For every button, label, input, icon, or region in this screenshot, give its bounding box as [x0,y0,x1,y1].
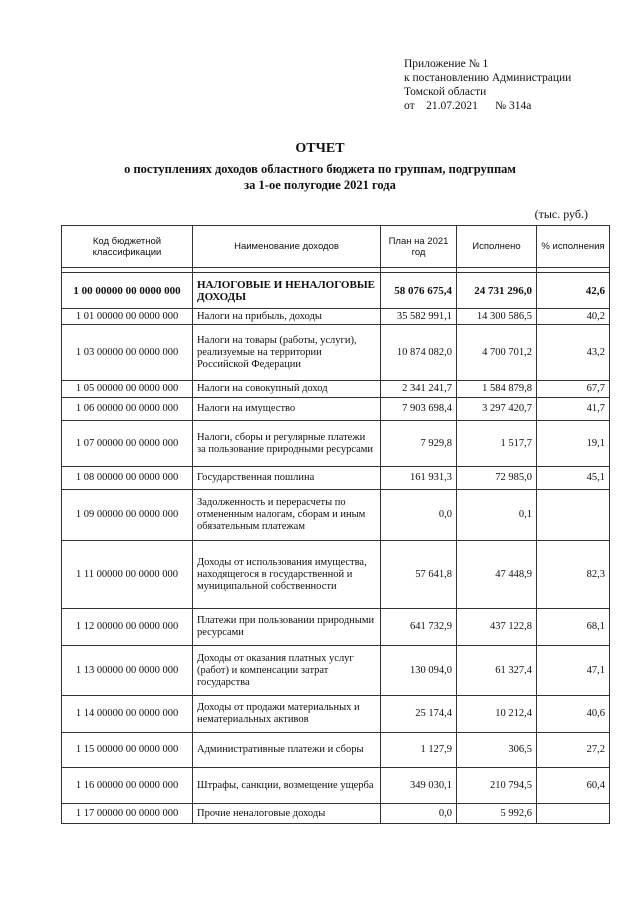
row-percent: 68,1 [537,609,610,646]
row-executed: 306,5 [457,733,537,768]
row-percent: 27,2 [537,733,610,768]
row-percent [537,804,610,824]
row-plan: 130 094,0 [381,646,457,696]
table-row [62,309,610,325]
row-percent [537,490,610,541]
row-code: 1 08 00000 00 0000 000 [62,467,193,490]
row-percent: 47,1 [537,646,610,696]
table-row [62,325,610,381]
row-executed: 437 122,8 [457,609,537,646]
table-row [62,768,610,804]
row-executed: 72 985,0 [457,467,537,490]
row-code: 1 09 00000 00 0000 000 [62,490,193,541]
table-row [62,381,610,398]
header-executed: Исполнено [457,226,537,268]
row-name: Налоги на имущество [193,398,381,421]
row-code: 1 00 00000 00 0000 000 [62,273,193,309]
row-percent: 43,2 [537,325,610,381]
row-name: Платежи при пользовании природными ресурсами [193,609,381,646]
row-percent: 41,7 [537,398,610,421]
table-row [62,467,610,490]
row-name: Государственная пошлина [193,467,381,490]
row-name: Задолженность и перерасчеты по отмененным налогам, сборам и иным обязательным платежам [193,490,381,541]
row-executed: 1 517,7 [457,421,537,467]
row-name: Налоги на совокупный доход [193,381,381,398]
row-code: 1 12 00000 00 0000 000 [62,609,193,646]
row-code: 1 14 00000 00 0000 000 [62,696,193,733]
row-percent: 40,2 [537,309,610,325]
table-row [62,541,610,609]
row-executed: 1 584 879,8 [457,381,537,398]
row-executed: 61 327,4 [457,646,537,696]
row-code: 1 07 00000 00 0000 000 [62,421,193,467]
table-header-row [62,226,610,268]
row-plan: 1 127,9 [381,733,457,768]
table-row [62,646,610,696]
row-executed: 47 448,9 [457,541,537,609]
row-plan: 2 341 241,7 [381,381,457,398]
row-percent: 42,6 [537,273,610,309]
row-plan: 7 929,8 [381,421,457,467]
row-plan: 641 732,9 [381,609,457,646]
table-row [62,733,610,768]
row-name: Доходы от оказания платных услуг (работ) и компенсации затрат государства [193,646,381,696]
row-code: 1 16 00000 00 0000 000 [62,768,193,804]
row-executed: 24 731 296,0 [457,273,537,309]
row-code: 1 11 00000 00 0000 000 [62,541,193,609]
row-name: Административные платежи и сборы [193,733,381,768]
row-code: 1 15 00000 00 0000 000 [62,733,193,768]
report-subtitle-line-2: за 1-ое полугодие 2021 года [244,178,396,192]
header-percent: % исполнения [537,226,610,268]
row-percent: 40,6 [537,696,610,733]
header-code: Код бюджетной классификации [62,226,193,268]
row-executed: 5 992,6 [457,804,537,824]
row-plan: 10 874 082,0 [381,325,457,381]
appendix-line-2: к постановлению Администрации [404,72,572,84]
table-row [62,490,610,541]
row-percent: 45,1 [537,467,610,490]
table-row [62,398,610,421]
row-plan: 0,0 [381,490,457,541]
table-row [62,273,610,309]
row-name: Налоги, сборы и регулярные платежи за пользование природными ресурсами [193,421,381,467]
appendix-line-4: от 21.07.2021 № 314а [404,100,532,112]
row-executed: 210 794,5 [457,768,537,804]
row-percent: 67,7 [537,381,610,398]
row-name: Прочие неналоговые доходы [193,804,381,824]
units-label: (тыс. руб.) [534,207,588,221]
row-name: Налоги на товары (работы, услуги), реализуемые на территории Российской Федерации [193,325,381,381]
row-code: 1 01 00000 00 0000 000 [62,309,193,325]
appendix-line-3: Томской области [404,86,487,98]
table-row [62,421,610,467]
row-code: 1 17 00000 00 0000 000 [62,804,193,824]
row-executed: 4 700 701,2 [457,325,537,381]
table-row [62,609,610,646]
row-code: 1 05 00000 00 0000 000 [62,381,193,398]
table-row [62,696,610,733]
row-plan: 161 931,3 [381,467,457,490]
row-name: Доходы от продажи материальных и нематериальных активов [193,696,381,733]
row-code: 1 13 00000 00 0000 000 [62,646,193,696]
row-executed: 0,1 [457,490,537,541]
appendix-line-1: Приложение № 1 [404,58,489,70]
row-name: Штрафы, санкции, возмещение ущерба [193,768,381,804]
row-percent: 82,3 [537,541,610,609]
row-executed: 10 212,4 [457,696,537,733]
row-plan: 7 903 698,4 [381,398,457,421]
row-plan: 349 030,1 [381,768,457,804]
row-percent: 19,1 [537,421,610,467]
table-row [62,804,610,824]
table-body [62,273,610,824]
revenue-table [61,225,610,824]
row-executed: 3 297 420,7 [457,398,537,421]
row-plan: 0,0 [381,804,457,824]
report-subtitle-line-1: о поступлениях доходов областного бюджета по группам, подгруппам [124,162,516,176]
row-plan: 25 174,4 [381,696,457,733]
header-plan: План на 2021 год [381,226,457,268]
row-plan: 35 582 991,1 [381,309,457,325]
row-code: 1 03 00000 00 0000 000 [62,325,193,381]
row-code: 1 06 00000 00 0000 000 [62,398,193,421]
row-executed: 14 300 586,5 [457,309,537,325]
row-name: Налоги на прибыль, доходы [193,309,381,325]
row-name: НАЛОГОВЫЕ И НЕНАЛОГОВЫЕ ДОХОДЫ [193,273,381,309]
appendix-block [404,57,624,113]
row-name: Доходы от использования имущества, находящегося в государственной и муниципальной собственности [193,541,381,609]
row-plan: 57 641,8 [381,541,457,609]
row-percent: 60,4 [537,768,610,804]
header-name: Наименование доходов [193,226,381,268]
report-title: ОТЧЕТ [295,141,345,156]
row-plan: 58 076 675,4 [381,273,457,309]
